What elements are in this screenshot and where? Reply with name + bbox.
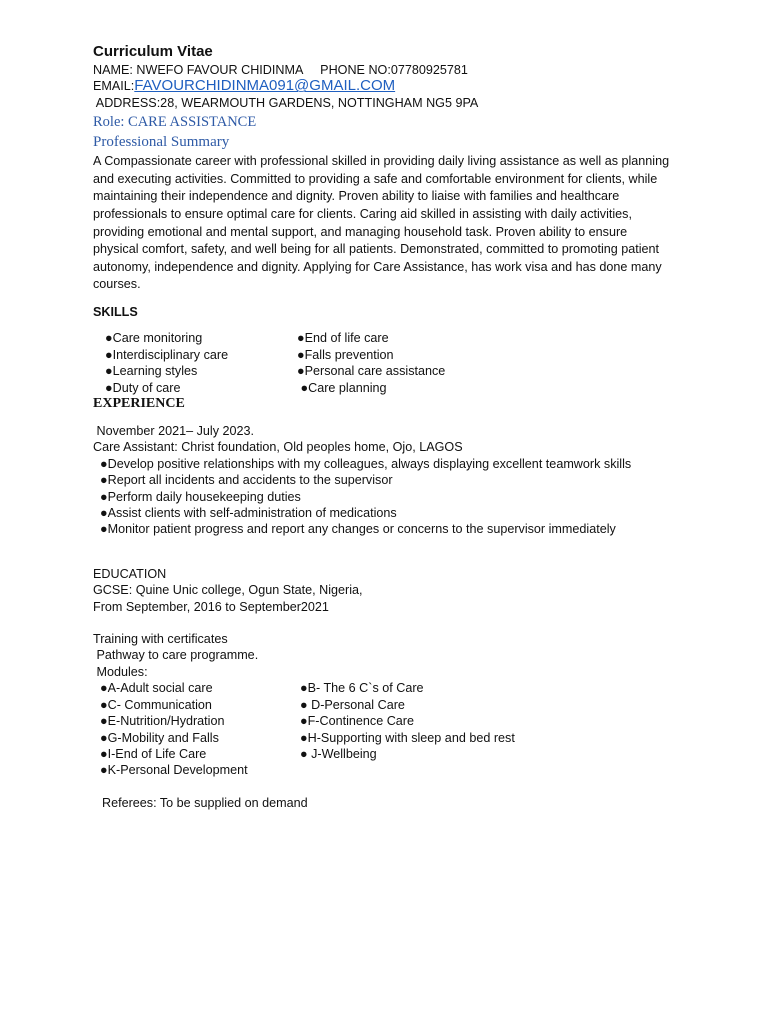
module-item-empty (300, 762, 560, 778)
module-item: ●I-End of Life Care (100, 746, 207, 761)
address-line: ADDRESS:28, WEARMOUTH GARDENS, NOTTINGHAM NG5 9PA (93, 95, 479, 110)
module-item: ●K-Personal Development (100, 763, 248, 778)
email-link[interactable]: FAVOURCHIDINMA091@GMAIL.COM (134, 77, 396, 95)
modules-list (93, 680, 693, 778)
role-line: Role: CARE ASSISTANCE (93, 114, 257, 131)
email-label: EMAIL: (93, 79, 135, 94)
training-heading: Training with certificates (93, 632, 228, 647)
skill-item: ●Duty of care (105, 380, 181, 395)
cv-document (93, 42, 693, 811)
duty-item: ●Monitor patient progress and report any changes or concerns to the supervisor immediately (100, 522, 616, 537)
experience-dates: November 2021– July 2023. (93, 424, 255, 438)
duty-item: ●Report all incidents and accidents to the supervisor (100, 473, 393, 488)
education-school: GCSE: Quine Unic college, Ogun State, Nigeria, (93, 583, 363, 598)
skill-item: ●Care planning (297, 380, 387, 395)
module-item: ●F-Continence Care (300, 714, 415, 729)
modules-label: Modules: (93, 664, 148, 679)
duty-item: ●Develop positive relationships with my colleagues, always displaying excellent teamwork skills (100, 456, 632, 471)
skills-list (105, 330, 693, 396)
module-item: ●B- The 6 C`s of Care (300, 681, 424, 696)
experience-heading: EXPERIENCE (93, 396, 185, 411)
module-item: ●H-Supporting with sleep and bed rest (300, 730, 515, 745)
module-item: ● D-Personal Care (300, 697, 405, 712)
skill-item: ●Care monitoring (105, 331, 203, 346)
duty-item: ●Assist clients with self-administration of medications (100, 506, 397, 521)
module-item: ●G-Mobility and Falls (100, 730, 219, 745)
referees-line: Referees: To be supplied on demand (102, 795, 308, 810)
education-period: From September, 2016 to September2021 (93, 599, 329, 614)
duty-item: ●Perform daily housekeeping duties (100, 489, 301, 504)
module-item: ● J-Wellbeing (300, 746, 377, 761)
name-phone-line: NAME: NWEFO FAVOUR CHIDINMA PHONE NO:07780925781 (93, 63, 468, 77)
training-programme: Pathway to care programme. (93, 648, 259, 663)
module-item: ●C- Communication (100, 697, 212, 712)
module-item: ●A-Adult social care (100, 681, 213, 696)
experience-duties (93, 456, 693, 538)
skill-item: ●Interdisciplinary care (105, 347, 229, 362)
skill-item: ●End of life care (297, 331, 389, 346)
skill-item: ●Personal care assistance (297, 364, 446, 379)
skill-item: ●Learning styles (105, 364, 198, 379)
module-item: ●E-Nutrition/Hydration (100, 714, 225, 729)
summary-text: A Compassionate career with professional skilled in providing daily living assistance as well as planning and executing activities. Committed to providing a safe and comfortable environment for clients, while maintaining their independence and dignity. Proven ability to liaise with families and healthcare professionals to ensure optimal care for clients. Caring aid skilled in assisting with daily activities, providing emotional and mental support, and managing household task. Proven ability to ensure physical comfort, safety, and well being for all patients. Demonstrated, committed to promoting patient autonomy, independence and dignity. Applying for Care Assistance, has work visa and has done many courses. (93, 154, 670, 292)
document-title: Curriculum Vitae (93, 43, 213, 60)
experience-position: Care Assistant: Christ foundation, Old peoples home, Ojo, LAGOS (93, 440, 463, 455)
education-heading: EDUCATION (93, 566, 167, 581)
skill-item: ●Falls prevention (297, 347, 394, 362)
skills-heading: SKILLS (93, 304, 138, 319)
summary-heading: Professional Summary (93, 134, 230, 151)
email-line (93, 78, 693, 94)
